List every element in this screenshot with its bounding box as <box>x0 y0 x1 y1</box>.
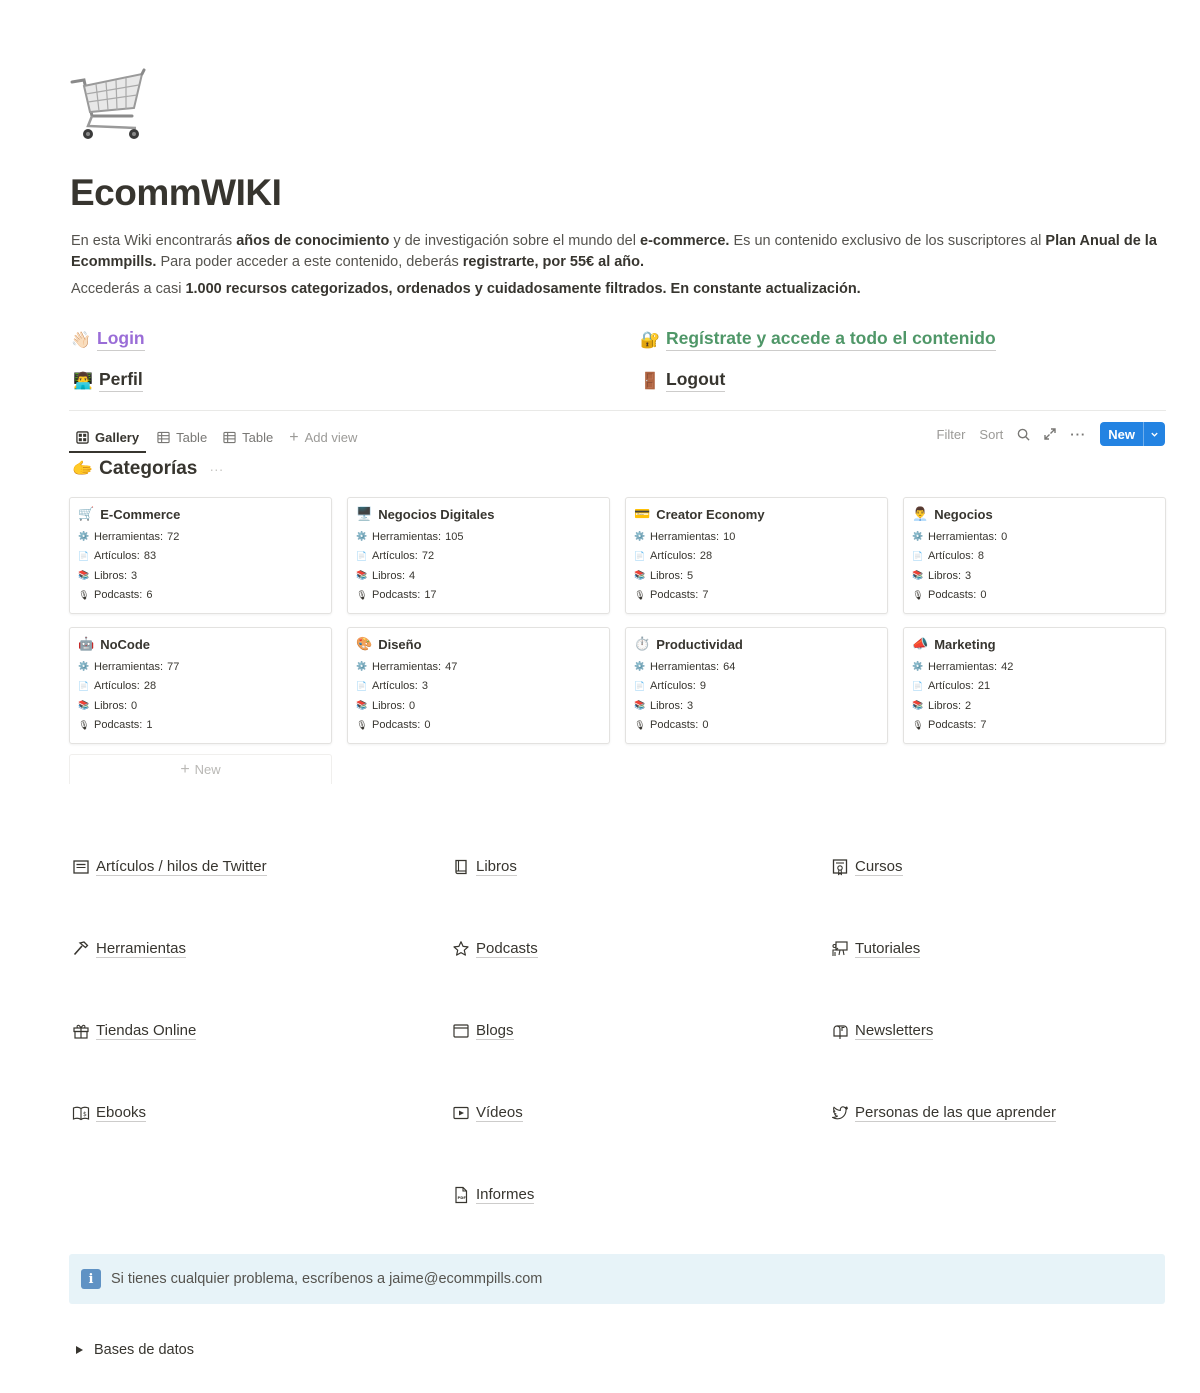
databases-toggle[interactable]: Bases de datos <box>76 1342 194 1358</box>
divider <box>69 410 1166 411</box>
link-tutoriales[interactable]: Tutoriales <box>831 940 920 958</box>
gear-icon: ⚙️ <box>78 661 90 672</box>
books-count: 📚 Libros: 3 <box>912 569 972 582</box>
gallery-title: 🫱 Categorías ··· <box>72 458 224 479</box>
books-icon: 📚 <box>356 570 368 581</box>
microphone-icon: 🎙 <box>634 719 646 730</box>
books-icon: 📚 <box>912 570 924 581</box>
robot-icon: 🤖 <box>78 636 95 651</box>
document-icon: 📄 <box>912 680 924 691</box>
category-card[interactable]: 💳 Creator Economy ⚙️ Herramientas: 10 📄 Artículos: 28 📚 Libros: 5 🎙 Podcasts: 7 <box>625 497 888 614</box>
door-icon: 🚪 <box>640 372 660 390</box>
document-icon: 📄 <box>634 680 646 691</box>
star-icon <box>452 940 470 958</box>
category-card[interactable]: 🎨 Diseño ⚙️ Herramientas: 47 📄 Artículos: 3 📚 Libros: 0 🎙 Podcasts: 0 <box>347 627 610 744</box>
tools-count: ⚙️ Herramientas: 72 <box>78 530 180 543</box>
new-button[interactable]: New <box>1100 422 1165 446</box>
gear-icon: ⚙️ <box>78 531 90 542</box>
add-view-button[interactable]: + Add view <box>289 429 358 446</box>
books-icon: 📚 <box>78 700 90 711</box>
login-link[interactable]: 👋🏻 Login <box>71 328 145 351</box>
intro-paragraph: En esta Wiki encontrarás años de conocimiento y de investigación sobre el mundo del e-commerce. Es un contenido exclusivo de los suscriptores al Plan Anual de la Ecommpills. Para poder acceder a este contenido, deberás registrarte, por 55€ al año. <box>71 233 1157 270</box>
articles-count: 📄 Artículos: 28 <box>78 680 157 693</box>
tab-gallery[interactable]: Gallery <box>69 422 146 453</box>
page-title: EcommWIKI <box>70 172 282 213</box>
books-count: 📚 Libros: 0 <box>78 699 138 712</box>
podcasts-count: 🎙 Podcasts: 7 <box>912 719 987 732</box>
view-tabs <box>69 422 364 453</box>
more-options-icon[interactable]: ··· <box>209 461 224 477</box>
books-count: 📚 Libros: 3 <box>78 569 138 582</box>
megaphone-icon: 📣 <box>912 636 929 651</box>
link-ebooks[interactable]: $ Ebooks <box>72 1104 146 1122</box>
waving-hand-icon: 👋🏻 <box>71 331 91 349</box>
info-icon: i <box>81 1269 101 1289</box>
play-icon <box>452 1104 470 1122</box>
articles-count: 📄 Artículos: 21 <box>912 680 991 693</box>
podcasts-count: 🎙 Podcasts: 0 <box>634 719 709 732</box>
gallery-icon <box>76 431 89 444</box>
expand-icon[interactable] <box>1044 428 1056 440</box>
document-icon: 📄 <box>78 680 90 691</box>
articles-count: 📄 Artículos: 8 <box>912 550 984 563</box>
cart-icon: 🛒 <box>78 506 95 521</box>
podcasts-count: 🎙 Podcasts: 17 <box>356 589 437 602</box>
gift-icon <box>72 1022 90 1040</box>
toggle-triangle-icon[interactable] <box>76 1346 83 1354</box>
articles-count: 📄 Artículos: 3 <box>356 680 428 693</box>
articles-count: 📄 Artículos: 83 <box>78 550 157 563</box>
books-count: 📚 Libros: 4 <box>356 569 416 582</box>
link-herramientas[interactable]: Herramientas <box>72 940 186 958</box>
gear-icon: ⚙️ <box>356 531 368 542</box>
ebook-icon <box>72 1104 90 1122</box>
category-card[interactable]: 🖥️ Negocios Digitales ⚙️ Herramientas: 105 📄 Artículos: 72 📚 Libros: 4 🎙 Podcasts: 17 <box>347 497 610 614</box>
articles-count: 📄 Artículos: 9 <box>634 680 706 693</box>
books-icon: 📚 <box>356 700 368 711</box>
books-icon: 📚 <box>912 700 924 711</box>
tools-count: ⚙️ Herramientas: 64 <box>634 660 736 673</box>
tools-count: ⚙️ Herramientas: 105 <box>356 530 464 543</box>
svg-text:$: $ <box>83 1111 87 1118</box>
filter-button[interactable]: Filter <box>936 426 966 442</box>
podcasts-count: 🎙 Podcasts: 0 <box>912 589 987 602</box>
articles-count: 📄 Artículos: 72 <box>356 550 435 563</box>
gear-icon: ⚙️ <box>634 661 646 672</box>
document-icon: 📄 <box>356 680 368 691</box>
link-tiendas-online[interactable]: Tiendas Online <box>72 1022 196 1040</box>
hand-icon: 🫱 <box>72 459 94 478</box>
books-count: 📚 Libros: 0 <box>356 699 416 712</box>
category-card[interactable]: ⏱️ Productividad ⚙️ Herramientas: 64 📄 Artículos: 9 📚 Libros: 3 🎙 Podcasts: 0 <box>625 627 888 744</box>
gear-icon: ⚙️ <box>912 531 924 542</box>
mailbox-icon <box>831 1022 849 1040</box>
category-card[interactable]: 📣 Marketing ⚙️ Herramientas: 42 📄 Artículos: 21 📚 Libros: 2 🎙 Podcasts: 7 <box>903 627 1166 744</box>
tools-count: ⚙️ Herramientas: 10 <box>634 530 736 543</box>
category-card[interactable]: 👨‍💼 Negocios ⚙️ Herramientas: 0 📄 Artículos: 8 📚 Libros: 3 🎙 Podcasts: 0 <box>903 497 1166 614</box>
microphone-icon: 🎙 <box>634 589 646 600</box>
microphone-icon: 🎙 <box>356 719 368 730</box>
category-card[interactable]: 🤖 NoCode ⚙️ Herramientas: 77 📄 Artículos: 28 📚 Libros: 0 🎙 Podcasts: 1 <box>69 627 332 744</box>
chevron-down-icon[interactable] <box>1143 422 1165 446</box>
sort-button[interactable]: Sort <box>979 426 1004 442</box>
podcasts-count: 🎙 Podcasts: 1 <box>78 719 153 732</box>
tools-count: ⚙️ Herramientas: 0 <box>912 530 1008 543</box>
link-libros[interactable]: Libros <box>452 858 517 876</box>
intro-resources-paragraph: Accederás a casi 1.000 recursos categorizados, ordenados y cuidadosamente filtrados. En constante actualización. <box>71 281 861 297</box>
register-link[interactable]: 🔐 Regístrate y accede a todo el contenido <box>640 328 996 351</box>
link-blogs[interactable]: Blogs <box>452 1022 514 1040</box>
certificate-icon <box>831 858 849 876</box>
podcasts-count: 🎙 Podcasts: 0 <box>356 719 431 732</box>
view-actions <box>937 422 1165 446</box>
link-videos[interactable]: Vídeos <box>452 1104 523 1122</box>
plus-icon: + <box>180 760 190 778</box>
table-icon <box>157 431 170 444</box>
microphone-icon: 🎙 <box>356 589 368 600</box>
link-podcasts[interactable]: Podcasts <box>452 940 538 958</box>
podcasts-count: 🎙 Podcasts: 7 <box>634 589 709 602</box>
gear-icon: ⚙️ <box>356 661 368 672</box>
link-personas[interactable]: Personas de las que aprender <box>831 1104 1056 1122</box>
card-icon: 💳 <box>634 506 651 521</box>
gallery-new-button[interactable]: + New <box>69 754 332 784</box>
technologist-icon: 👨‍💻 <box>73 372 93 390</box>
lock-icon: 🔐 <box>640 331 660 349</box>
tools-count: ⚙️ Herramientas: 42 <box>912 660 1014 673</box>
presentation-icon <box>831 940 849 958</box>
table-icon <box>223 431 236 444</box>
document-icon: 📄 <box>634 550 646 561</box>
svg-text:PDF: PDF <box>457 1195 467 1200</box>
microphone-icon: 🎙 <box>78 589 90 600</box>
help-callout <box>69 1254 1165 1304</box>
books-count: 📚 Libros: 2 <box>912 699 972 712</box>
books-icon: 📚 <box>634 700 646 711</box>
shopping-cart-icon <box>70 68 146 144</box>
more-options-icon[interactable]: ··· <box>1070 426 1087 442</box>
hammer-icon <box>72 940 90 958</box>
microphone-icon: 🎙 <box>912 589 924 600</box>
tab-table[interactable]: Table <box>150 423 214 453</box>
gear-icon: ⚙️ <box>912 661 924 672</box>
tools-count: ⚙️ Herramientas: 77 <box>78 660 180 673</box>
books-count: 📚 Libros: 5 <box>634 569 694 582</box>
callout-text: Si tienes cualquier problema, escríbenos a jaime@ecommpills.com <box>111 1271 543 1287</box>
book-icon <box>452 858 470 876</box>
tab-table-2[interactable]: Table <box>216 423 280 453</box>
gear-icon: ⚙️ <box>634 531 646 542</box>
microphone-icon: 🎙 <box>912 719 924 730</box>
newspaper-icon <box>72 858 90 876</box>
pdf-file-icon <box>452 1186 470 1204</box>
books-count: 📚 Libros: 3 <box>634 699 694 712</box>
palette-icon: 🎨 <box>356 636 373 651</box>
books-icon: 📚 <box>78 570 90 581</box>
logout-link[interactable]: 🚪 Logout <box>640 369 725 392</box>
podcasts-count: 🎙 Podcasts: 6 <box>78 589 153 602</box>
twitter-bird-icon <box>831 1104 849 1122</box>
document-icon: 📄 <box>356 550 368 561</box>
document-icon: 📄 <box>78 550 90 561</box>
search-icon[interactable] <box>1017 428 1030 441</box>
stopwatch-icon: ⏱️ <box>634 636 651 651</box>
plus-icon: + <box>289 429 299 446</box>
link-articulos[interactable]: Artículos / hilos de Twitter <box>72 858 267 876</box>
articles-count: 📄 Artículos: 28 <box>634 550 713 563</box>
link-informes[interactable]: PDF Informes <box>452 1186 534 1204</box>
businessman-icon: 👨‍💼 <box>912 506 929 521</box>
category-card[interactable]: 🛒 E-Commerce ⚙️ Herramientas: 72 📄 Artículos: 83 📚 Libros: 3 🎙 Podcasts: 6 <box>69 497 332 614</box>
tools-count: ⚙️ Herramientas: 47 <box>356 660 458 673</box>
document-icon: 📄 <box>912 550 924 561</box>
link-newsletters[interactable]: Newsletters <box>831 1022 933 1040</box>
link-cursos[interactable]: Cursos <box>831 858 903 876</box>
books-icon: 📚 <box>634 570 646 581</box>
microphone-icon: 🎙 <box>78 719 90 730</box>
browser-icon <box>452 1022 470 1040</box>
profile-link[interactable]: 👨‍💻 Perfil <box>73 369 143 392</box>
computer-icon: 🖥️ <box>356 506 373 521</box>
